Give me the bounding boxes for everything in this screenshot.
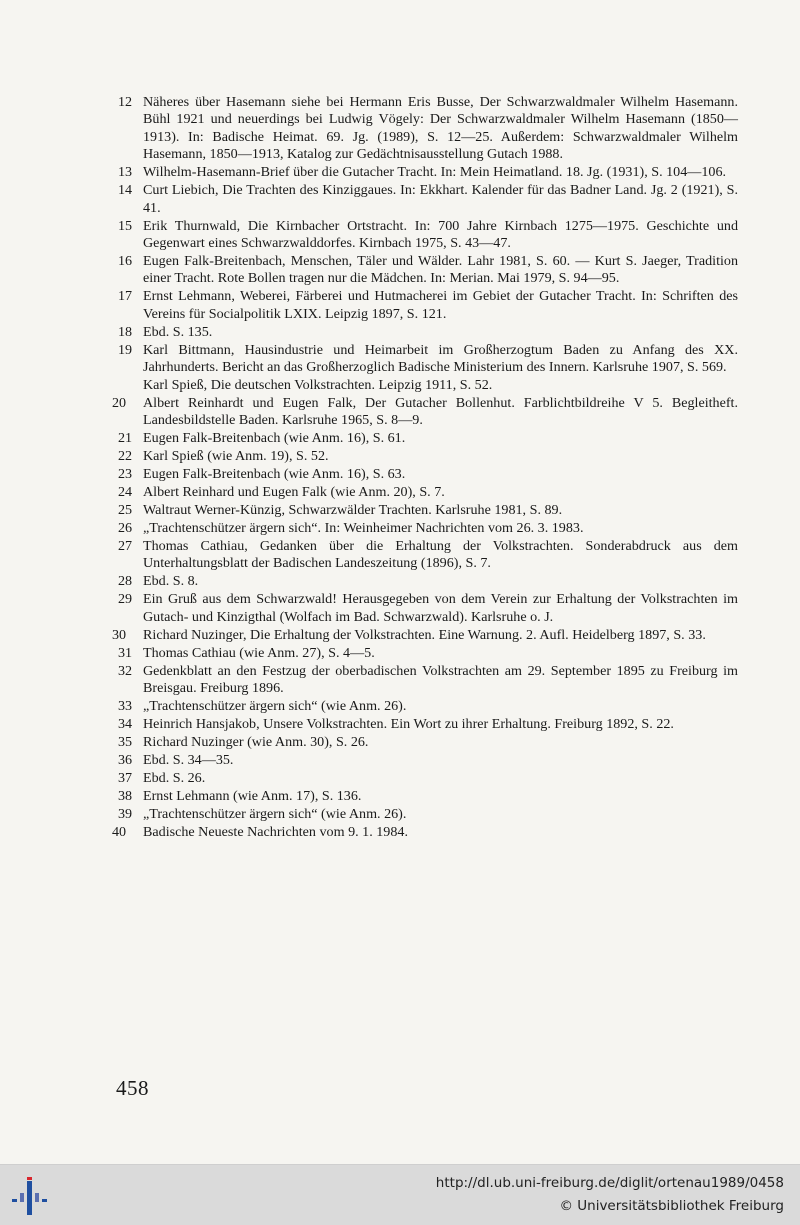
footnote-number: 32 <box>118 662 133 679</box>
footnote-item <box>112 627 738 644</box>
footnote-item <box>112 520 738 537</box>
footnote-number: 31 <box>118 644 133 661</box>
footnote-number: 14 <box>118 182 133 199</box>
page-number: 458 <box>116 1076 149 1100</box>
footnote-item <box>112 538 738 573</box>
footnote-item <box>112 253 738 288</box>
footnote-number: 24 <box>118 484 133 501</box>
footnote-text: Eugen Falk-Breitenbach (wie Anm. 16), S. 63. <box>143 466 406 483</box>
footer-bar <box>0 1164 800 1225</box>
footnote-item <box>112 182 738 217</box>
footnote-number: 27 <box>118 538 133 555</box>
footnote-text: Curt Liebich, Die Trachten des Kinziggaues. In: Ekkhart. Kalender für das Badner Land. Jg. 2 (1921), S. 41. <box>143 182 738 216</box>
footnote-item <box>112 716 738 733</box>
footnote-text: Gedenkblatt an den Festzug der oberbadischen Volkstrachten am 29. September 1895 zu Freiburg im Breisgau. Freiburg 1896. <box>143 662 738 697</box>
footnote-text: Thomas Cathiau (wie Anm. 27), S. 4—5. <box>143 644 375 661</box>
footnote-item <box>112 430 738 447</box>
footnote-text: Ebd. S. 135. <box>143 323 213 340</box>
footnote-item <box>112 218 738 253</box>
footnote-item <box>112 324 738 341</box>
footnote-number: 17 <box>118 288 133 305</box>
footnote-item <box>112 645 738 662</box>
footnote-item <box>112 288 738 323</box>
footnote-number: 12 <box>118 94 133 110</box>
ub-freiburg-logo-icon[interactable] <box>10 1177 52 1217</box>
footnote-item <box>112 752 738 769</box>
footnote-item <box>112 448 738 465</box>
footer-copyright: © Universitätsbibliothek Freiburg <box>559 1198 784 1214</box>
footnote-number: 19 <box>118 341 133 358</box>
footnote-item <box>112 734 738 751</box>
footnote-number: 35 <box>118 734 133 751</box>
footnote-item <box>112 573 738 590</box>
footnote-item <box>112 466 738 483</box>
footnote-number: 34 <box>118 716 133 733</box>
footnote-item <box>112 806 738 823</box>
footnote-number: 30 <box>112 626 127 643</box>
footnote-text: Ernst Lehmann (wie Anm. 17), S. 136. <box>143 788 362 805</box>
footnote-item <box>112 788 738 805</box>
footnote-item <box>112 663 738 698</box>
footnote-number: 36 <box>118 752 133 769</box>
footnote-number: 15 <box>118 217 133 234</box>
footnote-continuation-text: Karl Spieß, Die deutschen Volkstrachten. Leipzig 1911, S. 52. <box>143 376 493 393</box>
footnote-text: Richard Nuzinger (wie Anm. 30), S. 26. <box>143 734 369 751</box>
footnote-number: 29 <box>118 591 133 608</box>
footnote-item <box>112 484 738 501</box>
footnote-text: Wilhelm-Hasemann-Brief über die Gutacher Tracht. In: Mein Heimatland. 18. Jg. (1931), S. 104—106. <box>143 164 727 181</box>
footnote-item <box>112 591 738 626</box>
footnote-text: „Trachtenschützer ärgern sich“. In: Weinheimer Nachrichten vom 26. 3. 1983. <box>143 520 584 537</box>
footnote-number: 25 <box>118 502 133 519</box>
footnote-item <box>112 698 738 715</box>
footnote-number: 39 <box>118 806 133 823</box>
footnote-item <box>112 502 738 519</box>
footnote-item <box>112 770 738 787</box>
footer-url-link[interactable]: http://dl.ub.uni-freiburg.de/diglit/ortenau1989/0458 <box>435 1175 784 1191</box>
footnote-text: Ebd. S. 26. <box>143 770 206 787</box>
footnote-item <box>112 94 738 164</box>
footnote-item <box>112 824 738 841</box>
footnote-number: 22 <box>118 448 133 465</box>
footnote-number: 18 <box>118 323 133 340</box>
footnote-text: Ebd. S. 8. <box>143 573 199 590</box>
footnote-text: Eugen Falk-Breitenbach, Menschen, Täler und Wälder. Lahr 1981, S. 60. — Kurt S. Jaeger, Tradition einer Tracht. Rote Bollen tragen nur die Mädchen. In: Merian. Mai 1979, S. 94—95. <box>143 253 738 287</box>
footnote-item <box>112 395 738 430</box>
footnote-text: Albert Reinhardt und Eugen Falk, Der Gutacher Bollenhut. Farblichtbildreihe V 5. Begleitheft. Landesbildstelle Baden. Karlsruhe 1965, S. 8—9. <box>143 394 738 429</box>
footnote-number: 28 <box>118 573 133 590</box>
footnote-number: 23 <box>118 466 133 483</box>
footnote-text: Badische Neueste Nachrichten vom 9. 1. 1984. <box>143 824 408 841</box>
footnote-text: Ein Gruß aus dem Schwarzwald! Herausgegeben von dem Verein zur Erhaltung der Volkstrachten im Gutach- und Kinzigthal (Wolfach im Bad. Schwarzwald). Karlsruhe o. J. <box>143 591 738 625</box>
footnote-number: 40 <box>112 824 127 841</box>
footnote-number: 33 <box>118 698 133 715</box>
footnote-number: 13 <box>118 164 133 181</box>
footnote-number: 37 <box>118 770 133 787</box>
footnote-text: Eugen Falk-Breitenbach (wie Anm. 16), S. 61. <box>143 430 406 447</box>
footnote-number: 20 <box>112 394 127 411</box>
footnote-text: „Trachtenschützer ärgern sich“ (wie Anm. 26). <box>143 806 407 823</box>
footnote-text: Albert Reinhard und Eugen Falk (wie Anm. 20), S. 7. <box>143 484 445 501</box>
footnote-item <box>112 164 738 181</box>
footnote-number: 21 <box>118 430 133 447</box>
footnote-number: 38 <box>118 788 133 805</box>
footnote-text: Erik Thurnwald, Die Kirnbacher Ortstracht. In: 700 Jahre Kirnbach 1275—1975. Geschichte und Gegenwart eines Schwarzwalddorfes. Kirnbach 1975, S. 43—47. <box>143 217 738 252</box>
footnote-item <box>112 342 738 394</box>
footnote-text: Richard Nuzinger, Die Erhaltung der Volkstrachten. Eine Warnung. 2. Aufl. Heidelberg 1897, S. 33. <box>143 626 706 643</box>
footnote-text: Ebd. S. 34—35. <box>143 752 234 769</box>
footnote-text: Thomas Cathiau, Gedanken über die Erhaltung der Volkstrachten. Sonderabdruck aus dem Unterhaltungsblatt der Badischen Landeszeitung (1896), S. 7. <box>143 538 738 572</box>
footnote-text: Ernst Lehmann, Weberei, Färberei und Hutmacherei im Gebiet der Gutacher Tracht. In: Schriften des Vereins für Socialpolitik LXIX. Leipzig 1897, S. 121. <box>143 288 738 322</box>
footnote-text: Näheres über Hasemann siehe bei Hermann Eris Busse, Der Schwarzwaldmaler Wilhelm Hasemann. Bühl 1921 und neuerdings bei Ludwig Vögely: Der Schwarzwaldmaler Wilhelm Hasemann (1850—1913). In: Badische Heimat. 69. Jg. (1989), S. 12—25. Außerdem: Schwarzwaldmaler Wilhelm Hasemann, 1850—1913, Katalog zur Gedächtnisausstellung Gutach 1988. <box>143 94 738 163</box>
footnote-text: Karl Bittmann, Hausindustrie und Heimarbeit im Großherzogtum Baden zu Anfang des XX. Jahrhunderts. Bericht an das Großherzoglich Badische Ministerium des Innern. Karlsruhe 1907, S. 569. <box>143 341 738 376</box>
footnote-text: Heinrich Hansjakob, Unsere Volkstrachten. Ein Wort zu ihrer Erhaltung. Freiburg 1892, S. 22. <box>143 716 674 733</box>
footnotes-list <box>112 94 738 842</box>
footnote-text: Waltraut Werner-Künzig, Schwarzwälder Trachten. Karlsruhe 1981, S. 89. <box>143 502 563 519</box>
footnote-text: „Trachtenschützer ärgern sich“ (wie Anm. 26). <box>143 698 407 715</box>
footnote-number: 16 <box>118 253 133 270</box>
footnote-number: 26 <box>118 520 133 537</box>
footnote-text: Karl Spieß (wie Anm. 19), S. 52. <box>143 448 329 465</box>
